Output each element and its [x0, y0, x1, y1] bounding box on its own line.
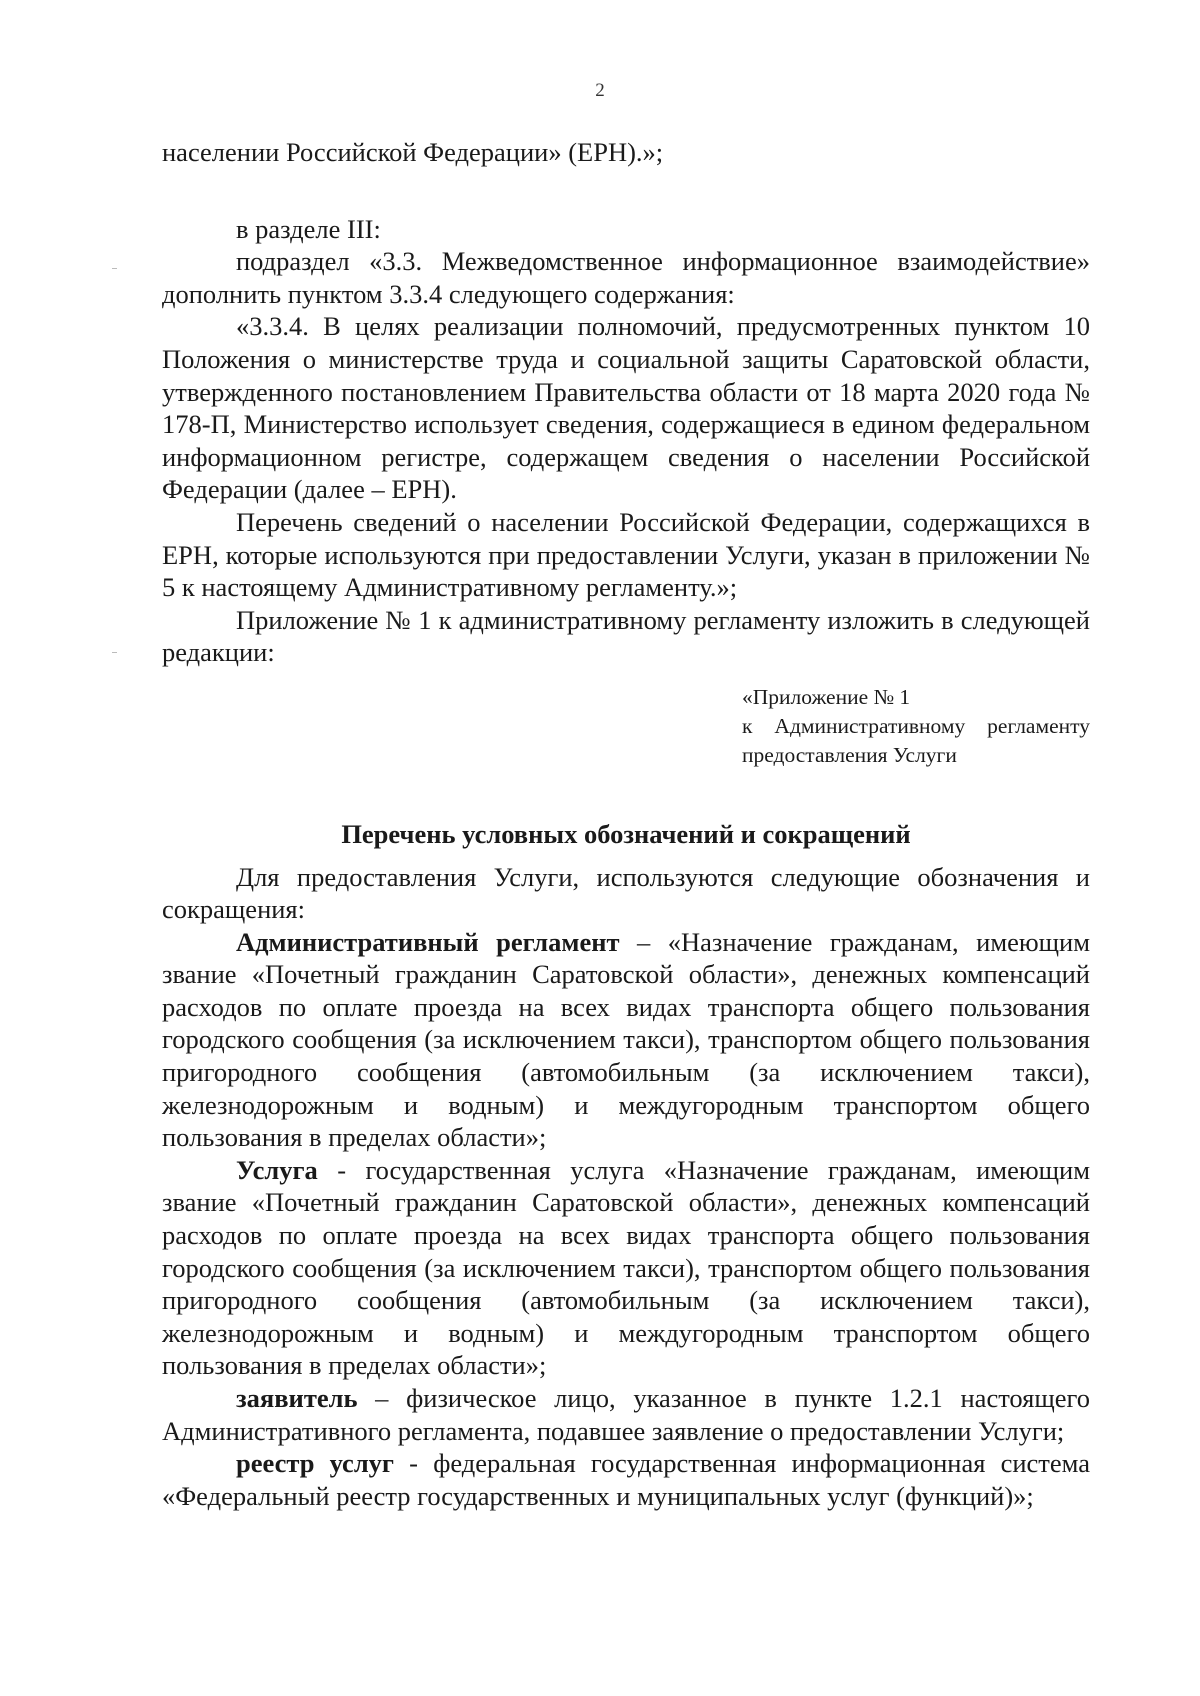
section-title: Перечень условных обозначений и сокращений: [341, 818, 911, 849]
definition-term: Административный регламент: [236, 926, 620, 957]
paragraph-clause-3-3-4: «3.3.4. В целях реализации полномочий, предусмотренных пунктом 10 Положения о министерстве труда и социальной защиты Саратовской области, утвержденного постановлением Правительства области от 18 марта 2020 года № 178-П, Министерство использует сведения, содержащиеся в едином федеральном информационном регистре, содержащем сведения о населении Российской Федерации (далее – ЕРН).: [162, 311, 1090, 505]
paragraph-appendix-instruction: Приложение № 1 к административному регламенту изложить в следующей редакции:: [162, 604, 1090, 668]
definition-service: [162, 1154, 1090, 1382]
document-body: [162, 136, 1090, 1512]
definition-term: Услуга: [236, 1154, 318, 1185]
definition-text: – «Назначение гражданам, имеющим звание «Почетный гражданин Саратовской области», денежных компенсаций расходов по оплате проезда на всех видах транспорта общего пользования городского сообщения (за исключением такси), транспортом общего пользования пригородного сообщения (автомобильным (за исключением такси), железнодорожным и водным) и междугородным транспортом общего пользования в пределах области»;: [162, 926, 1091, 1153]
appendix-note-text: к Административному регламенту предоставления Услуги: [742, 713, 1090, 767]
definition-applicant: [162, 1382, 1090, 1447]
page-number: 2: [595, 80, 605, 101]
paragraph-section-ref: в разделе III:: [236, 213, 381, 244]
definition-service-registry: [162, 1447, 1090, 1512]
definition-text: - государственная услуга «Назначение гражданам, имеющим звание «Почетный гражданин Саратовской области», денежных компенсаций расходов по оплате проезда на всех видах транспорта общего пользования городского сообщения (за исключением такси), транспортом общего пользования пригородного сообщения (автомобильным (за исключением такси), железнодорожным и водным) и междугородным транспортом общего пользования в пределах области»;: [162, 1154, 1090, 1381]
definition-text: – физическое лицо, указанное в пункте 1.2.1 настоящего Административного регламента, подавшее заявление о предоставлении Услуги;: [162, 1383, 1090, 1446]
appendix-note-title: «Приложение № 1: [742, 684, 911, 709]
paragraph-subsection: подраздел «3.3. Межведомственное информационное взаимодействие» дополнить пунктом 3.3.4 следующего содержания:: [162, 246, 1090, 309]
margin-mark: [112, 652, 117, 653]
paragraph-continuation: населении Российской Федерации» (ЕРН).»;: [162, 137, 664, 167]
definition-admin-regulation: [162, 926, 1090, 1154]
definition-term: реестр услуг: [236, 1448, 394, 1479]
margin-mark: [112, 268, 117, 269]
paragraph-erp-list: Перечень сведений о населении Российской Федерации, содержащихся в ЕРН, которые используются при предоставлении Услуги, указан в приложении № 5 к настоящему Административному регламенту.»;: [162, 506, 1090, 603]
appendix-note: [742, 683, 1090, 770]
definition-text: - федеральная государственная информационная система «Федеральный реестр государственных и муниципальных услуг (функций)»;: [162, 1448, 1090, 1511]
definition-term: заявитель: [236, 1383, 358, 1413]
paragraph-intro: Для предоставления Услуги, используются следующие обозначения и сокращения:: [162, 861, 1090, 925]
